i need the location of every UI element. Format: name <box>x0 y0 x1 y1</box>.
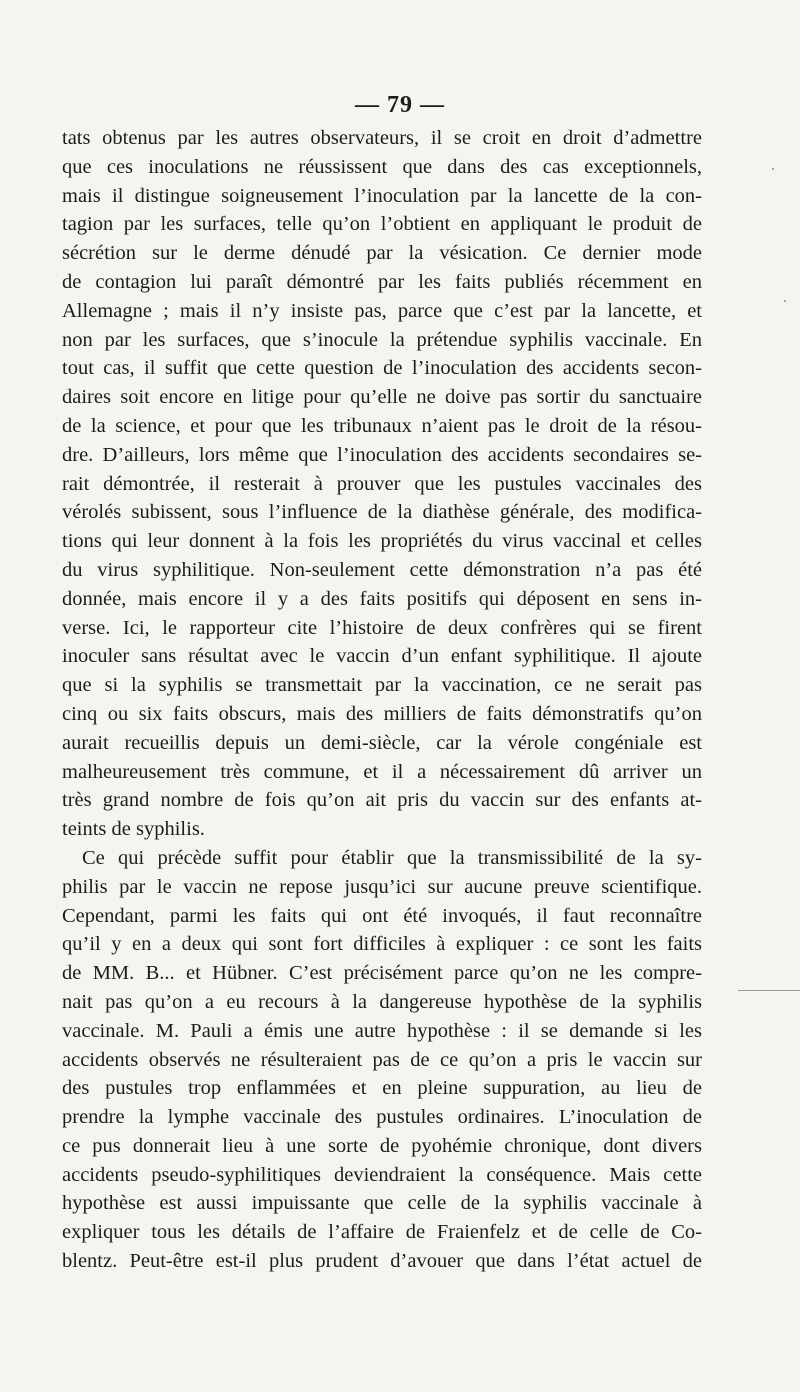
body-text <box>62 124 702 1276</box>
text-line: hypothèse est aussi impuissante que celle de la syphilis vaccinale à <box>62 1192 702 1215</box>
paper-speck <box>784 300 786 302</box>
text-line: dre. D’ailleurs, lors même que l’inoculation des accidents secondaires se- <box>62 443 702 466</box>
text-line: accidents observés ne résulteraient pas de ce qu’on a pris le vaccin sur <box>62 1048 702 1071</box>
text-line: tout cas, il suffit que cette question de l’inoculation des accidents secon- <box>62 357 702 380</box>
text-line: que ces inoculations ne réussissent que dans des cas exceptionnels, <box>62 155 702 178</box>
paragraph-end-line: teints de syphilis. <box>62 818 205 841</box>
text-line: tions qui leur donnent à la fois les propriétés du virus vaccinal et celles <box>62 530 702 553</box>
text-line: blentz. Peut-être est-il plus prudent d’avouer que dans l’état actuel de <box>62 1250 702 1273</box>
text-line: Allemagne ; mais il n’y insiste pas, parce que c’est par la lancette, et <box>62 299 702 322</box>
text-line: de la science, et pour que les tribunaux n’aient pas le droit de la résou- <box>62 414 702 437</box>
text-line: sécrétion sur le derme dénudé par la vésication. Ce dernier mode <box>62 242 702 265</box>
text-line: ce pus donnerait lieu à une sorte de pyohémie chronique, dont divers <box>62 1134 702 1157</box>
text-line: tagion par les surfaces, telle qu’on l’obtient en appliquant le produit de <box>62 213 702 236</box>
text-line: des pustules trop enflammées et en pleine suppuration, au lieu de <box>62 1077 702 1100</box>
text-line: philis par le vaccin ne repose jusqu’ici sur aucune preuve scientifique. <box>62 875 702 898</box>
text-line: Cependant, parmi les faits qui ont été invoqués, il faut reconnaître <box>62 904 702 927</box>
text-line: inoculer sans résultat avec le vaccin d’un enfant syphilitique. Il ajoute <box>62 645 702 668</box>
text-line: de MM. B... et Hübner. C’est précisément parce qu’on ne les compre- <box>62 962 702 985</box>
page-number: — 79 — <box>355 92 445 118</box>
text-line: tats obtenus par les autres observateurs, il se croit en droit d’admettre <box>62 127 702 149</box>
text-line: verse. Ici, le rapporteur cite l’histoire de deux confrères qui se firent <box>62 616 702 639</box>
text-line: nait pas qu’on a eu recours à la dangereuse hypothèse de la syphilis <box>62 990 702 1013</box>
margin-rule <box>738 990 800 991</box>
text-line: vérolés subissent, sous l’influence de la diathèse générale, des modifica- <box>62 501 702 524</box>
text-line: daires soit encore en litige pour qu’elle ne doive pas sortir du sanctuaire <box>62 386 702 409</box>
text-line: qu’il y en a deux qui sont fort difficiles à expliquer : ce sont les faits <box>62 933 702 956</box>
text-line: de contagion lui paraît démontré par les faits publiés récemment en <box>62 270 702 293</box>
text-line: cinq ou six faits obscurs, mais des milliers de faits démonstratifs qu’on <box>62 702 702 725</box>
text-line: non par les surfaces, que s’inocule la prétendue syphilis vaccinale. En <box>62 328 702 351</box>
paragraph-start-line: Ce qui précède suffit pour établir que la transmissibilité de la sy- <box>82 846 702 869</box>
text-line: aurait recueillis depuis un demi-siècle, car la vérole congéniale est <box>62 731 702 754</box>
text-line: malheureusement très commune, et il a nécessairement dû arriver un <box>62 760 702 783</box>
text-line: accidents pseudo-syphilitiques deviendraient la conséquence. Mais cette <box>62 1163 702 1186</box>
text-line: très grand nombre de fois qu’on ait pris du vaccin sur des enfants at- <box>62 789 702 812</box>
text-line: du virus syphilitique. Non-seulement cette démonstration n’a pas été <box>62 558 702 581</box>
text-line: que si la syphilis se transmettait par la vaccination, ce ne serait pas <box>62 674 702 697</box>
paper-speck <box>772 168 774 170</box>
text-line: expliquer tous les détails de l’affaire de Fraienfelz et de celle de Co- <box>62 1221 702 1244</box>
text-line: mais il distingue soigneusement l’inoculation par la lancette de la con- <box>62 184 702 207</box>
text-line: prendre la lymphe vaccinale des pustules ordinaires. L’inoculation de <box>62 1106 702 1129</box>
text-line: donnée, mais encore il y a des faits positifs qui déposent en sens in- <box>62 587 702 610</box>
text-line: vaccinale. M. Pauli a émis une autre hypothèse : il se demande si les <box>62 1019 702 1042</box>
text-line: rait démontrée, il resterait à prouver que les pustules vaccinales des <box>62 472 702 495</box>
